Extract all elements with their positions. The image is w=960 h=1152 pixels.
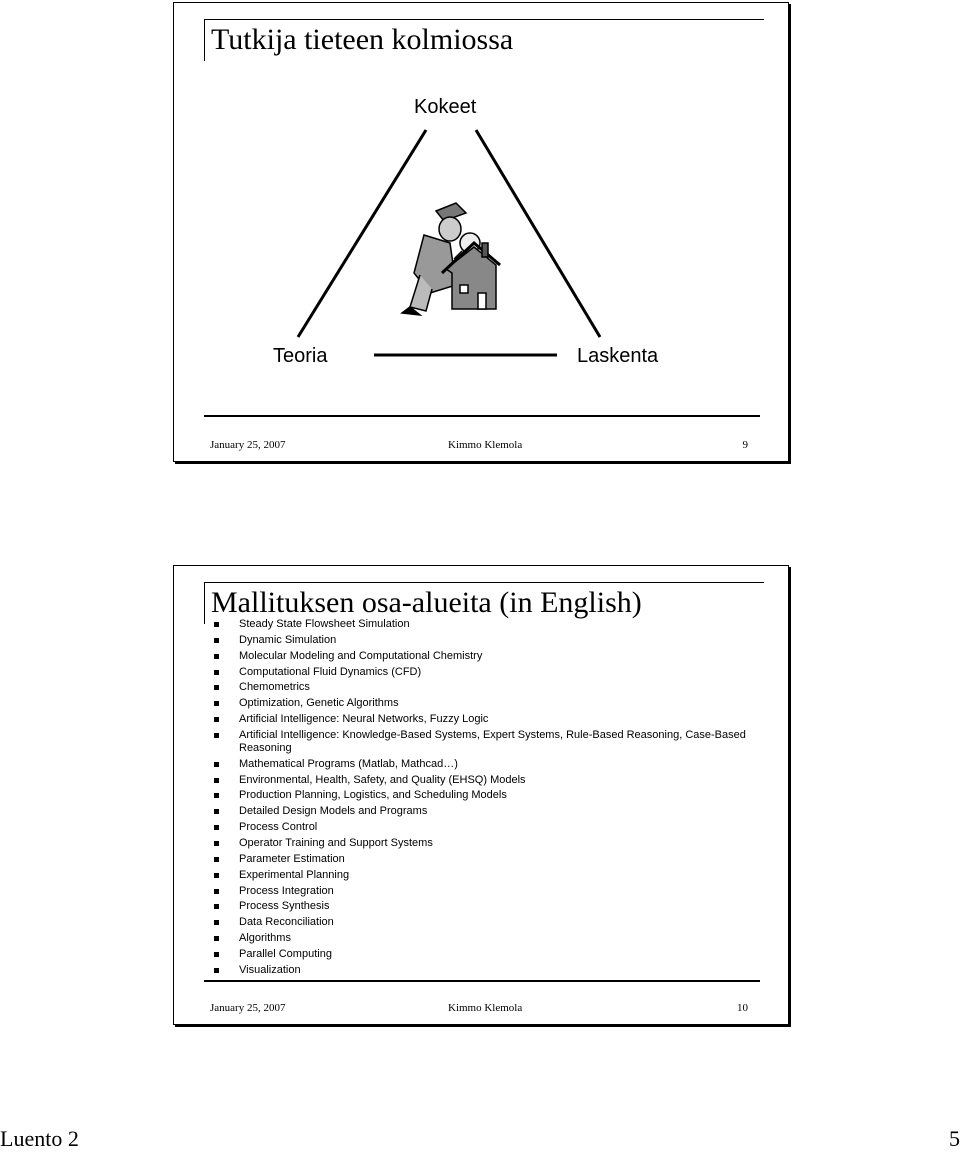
list-item-text: Process Integration — [239, 884, 334, 897]
list-item-text: Detailed Design Models and Programs — [239, 805, 428, 818]
list-item-text: Process Control — [239, 821, 318, 834]
list-item-text: Chemometrics — [239, 681, 310, 694]
slide-title: Mallituksen osa-alueita (in English) — [204, 582, 764, 624]
researcher-house-illustration — [402, 203, 500, 315]
list-item-text: Experimental Planning — [239, 868, 350, 881]
square-bullet-icon — [214, 841, 219, 846]
list-item-text: Parallel Computing — [239, 947, 332, 960]
list-item-text: Artificial Intelligence: Neural Networks, Fuzzy Logic — [239, 713, 489, 726]
list-item — [214, 900, 774, 913]
list-item-text: Dynamic Simulation — [239, 633, 337, 646]
list-item-text: Algorithms — [239, 932, 291, 945]
square-bullet-icon — [214, 670, 219, 675]
square-bullet-icon — [214, 778, 219, 783]
list-item — [214, 758, 774, 771]
list-item — [214, 948, 774, 961]
square-bullet-icon — [214, 873, 219, 878]
square-bullet-icon — [214, 701, 219, 706]
footer-divider — [204, 980, 760, 982]
list-item — [214, 729, 774, 755]
list-item — [214, 932, 774, 945]
list-item — [214, 713, 774, 726]
footer-date: January 25, 2007 — [210, 1002, 286, 1014]
list-item-text: Mathematical Programs (Matlab, Mathcad…) — [239, 757, 458, 770]
square-bullet-icon — [214, 685, 219, 690]
list-item — [214, 916, 774, 929]
footer-author: Kimmo Klemola — [448, 1002, 523, 1014]
list-item-text: Data Reconciliation — [239, 916, 334, 929]
list-item — [214, 774, 774, 787]
footer-author: Kimmo Klemola — [448, 439, 523, 451]
list-item — [214, 650, 774, 663]
square-bullet-icon — [214, 793, 219, 798]
triangle-diagram — [174, 3, 788, 403]
list-item-text: Artificial Intelligence: Knowledge-Based Systems, Expert Systems, Rule-Based Reasoning, Case-Based Reasoning — [239, 728, 746, 754]
slide-title: Tutkija tieteen kolmiossa — [204, 19, 764, 61]
triangle-left-edge — [298, 130, 426, 337]
list-item-text: Environmental, Health, Safety, and Quality (EHSQ) Models — [239, 773, 526, 786]
list-item-text: Steady State Flowsheet Simulation — [239, 618, 410, 630]
list-item — [214, 885, 774, 898]
document-page-number: 5 — [949, 1126, 960, 1151]
square-bullet-icon — [214, 809, 219, 814]
modeling-areas-list — [214, 618, 774, 980]
square-bullet-icon — [214, 857, 219, 862]
square-bullet-icon — [214, 920, 219, 925]
list-item — [214, 634, 774, 647]
list-item — [214, 666, 774, 679]
list-item-text: Optimization, Genetic Algorithms — [239, 697, 399, 710]
square-bullet-icon — [214, 968, 219, 973]
list-item-text: Molecular Modeling and Computational Chemistry — [239, 649, 483, 662]
square-bullet-icon — [214, 622, 219, 627]
list-item — [214, 681, 774, 694]
list-item — [214, 853, 774, 866]
list-item-text: Parameter Estimation — [239, 852, 345, 865]
document-footer-title: Luento 2 — [0, 1126, 79, 1151]
list-item — [214, 618, 774, 631]
diagram-label-right: Laskenta — [577, 345, 659, 367]
diagram-label-top: Kokeet — [414, 96, 477, 118]
list-item — [214, 821, 774, 834]
list-item-text: Visualization — [239, 963, 301, 976]
list-item-text: Operator Training and Support Systems — [239, 836, 433, 849]
diagram-label-left: Teoria — [273, 345, 328, 367]
list-item — [214, 964, 774, 977]
footer-date: January 25, 2007 — [210, 439, 286, 451]
list-item — [214, 869, 774, 882]
list-item-text: Process Synthesis — [239, 900, 330, 913]
list-item-text: Production Planning, Logistics, and Scheduling Models — [239, 789, 507, 802]
square-bullet-icon — [214, 936, 219, 941]
square-bullet-icon — [214, 733, 219, 738]
footer-page-number: 10 — [737, 1002, 748, 1014]
square-bullet-icon — [214, 889, 219, 894]
list-item — [214, 837, 774, 850]
list-item — [214, 697, 774, 710]
slide-9 — [173, 2, 789, 462]
square-bullet-icon — [214, 654, 219, 659]
footer-divider — [204, 415, 760, 417]
list-item — [214, 789, 774, 802]
list-item-text: Computational Fluid Dynamics (CFD) — [239, 665, 422, 678]
list-item — [214, 805, 774, 818]
square-bullet-icon — [214, 952, 219, 957]
footer-page-number: 9 — [742, 439, 748, 451]
square-bullet-icon — [214, 638, 219, 643]
slide-10 — [173, 565, 789, 1025]
square-bullet-icon — [214, 825, 219, 830]
square-bullet-icon — [214, 717, 219, 722]
square-bullet-icon — [214, 762, 219, 767]
square-bullet-icon — [214, 904, 219, 909]
